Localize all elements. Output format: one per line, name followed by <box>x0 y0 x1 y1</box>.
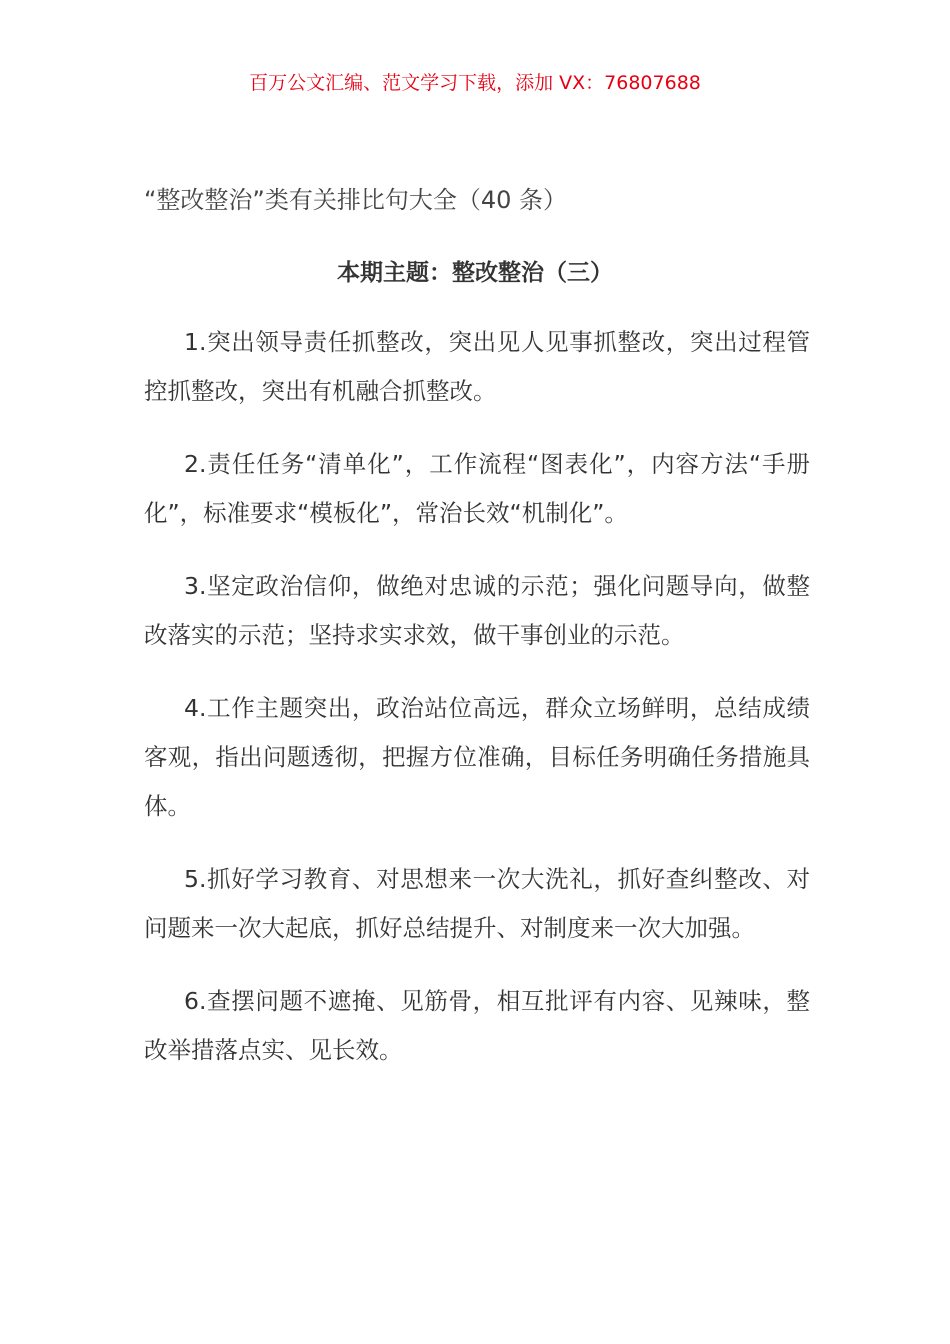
document-body <box>144 318 810 1099</box>
paragraph: 3.坚定政治信仰，做绝对忠诚的示范；强化问题导向，做整改落实的示范；坚持求实求效，做干事创业的示范。 <box>144 572 810 649</box>
watermark-header: 百万公文汇编、范文学习下载，添加 VX：76807688 <box>249 72 701 94</box>
paragraph: 6.查摆问题不遮掩、见筋骨，相互批评有内容、见辣味，整改举措落点实、见长效。 <box>144 987 810 1064</box>
paragraph: 2.责任任务“清单化”，工作流程“图表化”，内容方法“手册化”，标准要求“模板化”，常治长效“机制化”。 <box>144 450 810 527</box>
paragraph: 4.工作主题突出，政治站位高远，群众立场鲜明，总结成绩客观，指出问题透彻，把握方位准确，目标任务明确任务措施具体。 <box>144 694 810 820</box>
paragraph: 1.突出领导责任抓整改，突出见人见事抓整改，突出过程管控抓整改，突出有机融合抓整改。 <box>144 328 810 405</box>
document-title: “整改整治”类有关排比句大全（40 条） <box>144 186 568 214</box>
document-subtitle: 本期主题：整改整治（三） <box>337 260 613 286</box>
paragraph: 5.抓好学习教育、对思想来一次大洗礼，抓好查纠整改、对问题来一次大起底，抓好总结提升、对制度来一次大加强。 <box>144 865 810 942</box>
